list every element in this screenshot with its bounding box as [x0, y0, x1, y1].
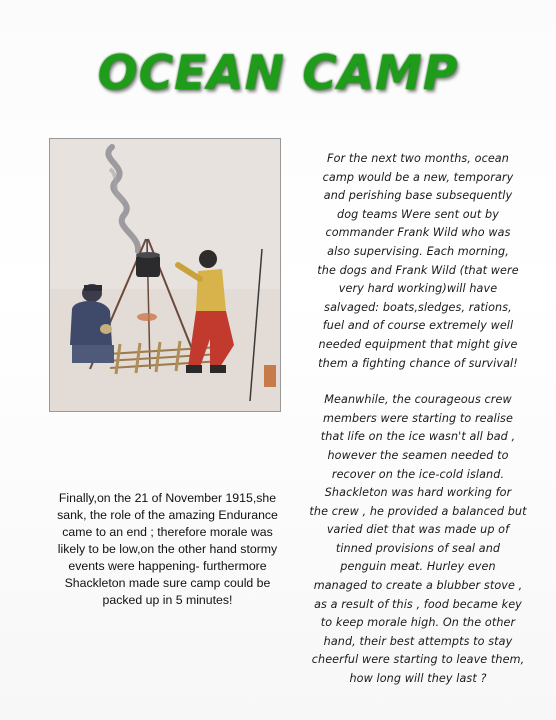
- ocean-camp-illustration: [49, 138, 281, 412]
- paragraph-ocean-camp: For the next two months, ocean camp would be a new, temporary and perishing base subsequently dog teams Were sent out by commander Frank Wild who was also supervising. Each morning, the dogs and Frank Wild (that were very hard working)will have salvaged: boats,sledges, rations, fuel and of course extremely well needed equipment that might give them a fighting chance of survival!: [317, 152, 519, 370]
- paragraph-crew-morale: Meanwhile, the courageous crew members were starting to realise that life on the ice wasn't all bad , however the seamen needed to recover on the ice-cold island. Shackleton was hard working for the crew , he provided a balanced but varied diet that was made up of tinned provisions of seal and penguin meat. Hurley even managed to create a blubber stove , as a result of this , food became key to keep morale high. On the other hand, their best attempts to stay cheerful were starting to leave them, how long will they last ?: [309, 393, 527, 686]
- page-title: OCEAN CAMP: [97, 46, 459, 101]
- ocean-camp-drawing-icon: [50, 139, 280, 411]
- right-column-text: [290, 150, 546, 707]
- paragraph-endurance-sank: Finally,on the 21 of November 1915,she sank, the role of the amazing Endurance came to an end ; therefore morale was likely to be low,on the other hand stormy events were happening- furthermore Shackleton made sure camp could be packed up in 5 minutes!: [57, 491, 278, 607]
